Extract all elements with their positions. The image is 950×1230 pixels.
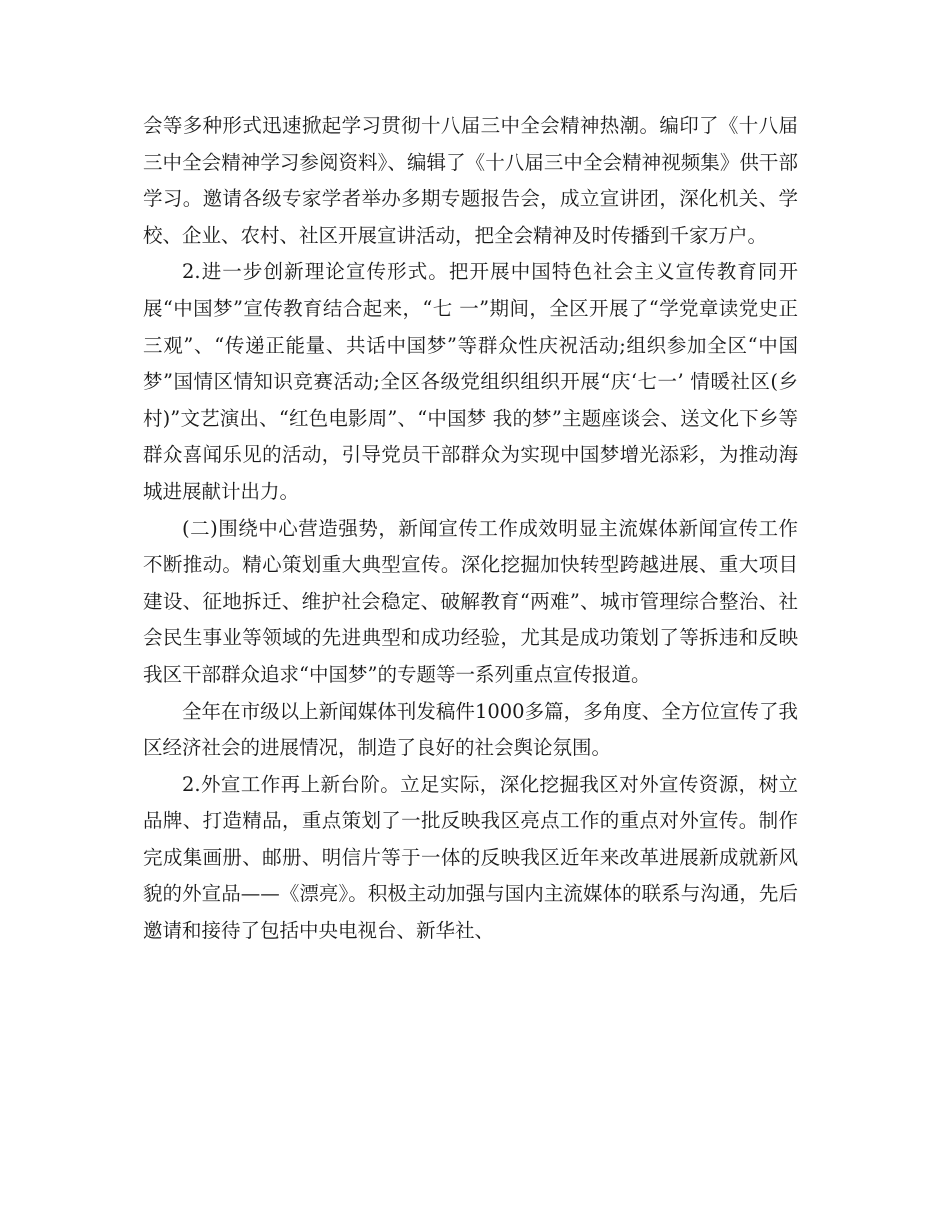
body-paragraph-4: 全年在市级以上新闻媒体刊发稿件1000多篇，多角度、全方位宣传了我区经济社会的进展情况，制造了良好的社会舆论氛围。 [143,699,798,760]
body-paragraph-1: 会等多种形式迅速掀起学习贯彻十八届三中全会精神热潮。编印了《十八届三中全会精神学习参阅资料》、编辑了《十八届三中全会精神视频集》供干部学习。邀请各级专家学者举办多期专题报告会，成立宣讲团，深化机关、学校、企业、农村、社区开展宣讲活动，把全会精神及时传播到千家万户。 [143,114,798,247]
body-paragraph-3: (二)围绕中心营造强势，新闻宣传工作成效明显主流媒体新闻宣传工作不断推动。精心策划重大典型宣传。深化挖掘加快转型跨越进展、重大项目建设、征地拆迁、维护社会稳定、破解教育“两难”、城市管理综合整治、社会民生事业等领域的先进典型和成功经验，尤其是成功策划了等拆违和反映我区干部群众追求“中国梦”的专题等一系列重点宣传报道。 [143,516,798,686]
document-page [143,108,798,950]
body-paragraph-2: 2.进一步创新理论宣传形式。把开展中国特色社会主义宣传教育同开展“中国梦”宣传教育结合起来，“七 一”期间，全区开展了“学党章读党史正三观”、“传递正能量、共话中国梦”等群众性庆祝活动;组织参加全区“中国梦”国情区情知识竞赛活动;全区各级党组织组织开展“庆‘七一’ 情暖社区(乡村)”文艺演出、“红色电影周”、“中国梦 我的梦”主题座谈会、送文化下乡等群众喜闻乐见的活动，引导党员干部群众为实现中国梦增光添彩，为推动海城进展献计出力。 [143,260,798,503]
body-paragraph-5: 2.外宣工作再上新台阶。立足实际，深化挖掘我区对外宣传资源，树立品牌、打造精品，重点策划了一批反映我区亮点工作的重点对外宣传。制作完成集画册、邮册、明信片等于一体的反映我区近年来改革进展新成就新风貌的外宣品——《漂亮》。积极主动加强与国内主流媒体的联系与沟通，先后邀请和接待了包括中央电视台、新华社、 [143,772,798,943]
